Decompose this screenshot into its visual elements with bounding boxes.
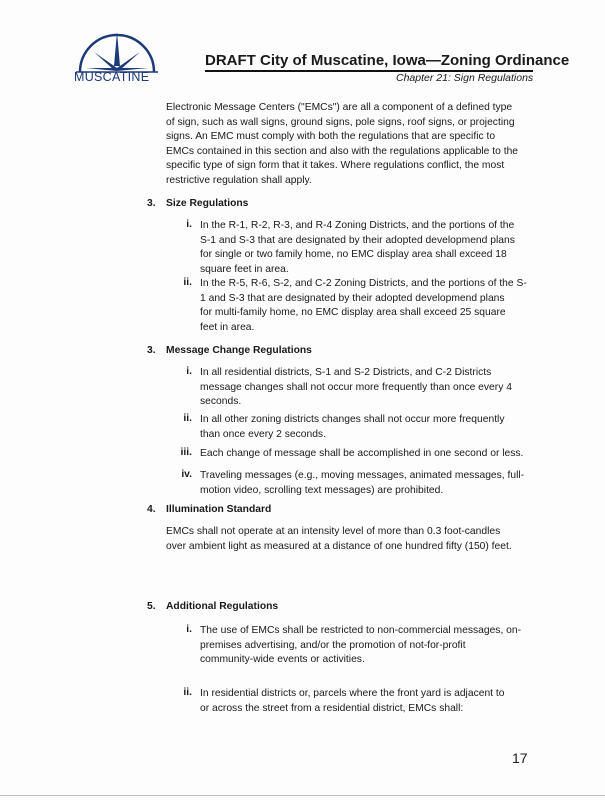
- text-line: In residential districts or, parcels where the front yard is adjacent to: [200, 688, 505, 699]
- text-line: EMCs shall not operate at an intensity level of more than 0.3 foot-candles: [166, 526, 501, 537]
- list-item: [200, 219, 515, 277]
- section-heading: Illumination Standard: [166, 504, 272, 515]
- list-item: [200, 624, 521, 668]
- section-number: 5.: [147, 601, 156, 612]
- roman-numeral: i.: [186, 219, 192, 230]
- roman-numeral: ii.: [183, 413, 192, 424]
- list-item: [200, 366, 512, 410]
- list-item: [200, 687, 504, 716]
- text-line: Electronic Message Centers ("EMCs") are all a component of a defined type: [166, 102, 513, 113]
- roman-numeral: iii.: [180, 447, 192, 458]
- roman-numeral: i.: [186, 624, 192, 635]
- text-line: feet in area.: [200, 321, 255, 333]
- text-line: Each change of message shall be accomplished in one second or less.: [200, 448, 524, 459]
- list-item: [200, 469, 524, 498]
- text-line: community-wide events or activities.: [200, 654, 365, 666]
- section-heading: Additional Regulations: [166, 601, 279, 612]
- section-paragraph: [166, 525, 512, 554]
- section-number: 4.: [147, 504, 156, 515]
- text-line: In the R-5, R-6, S-2, and C-2 Zoning Districts, and the portions of the S-: [200, 278, 527, 289]
- text-line: 1 and S-3 that are designated by their adopted developmend plans: [200, 292, 505, 304]
- section-heading: Size Regulations: [166, 198, 249, 209]
- text-line: square feet in area.: [200, 263, 289, 275]
- document-title: DRAFT City of Muscatine, Iowa—Zoning Ordinance: [205, 52, 570, 69]
- section-number: 3.: [147, 198, 156, 209]
- list-item: [200, 277, 527, 335]
- text-line: EMCs contained in this section and also with the regulations applicable to the: [166, 145, 519, 157]
- list-item: [200, 413, 505, 442]
- logo-text: MUSCATINE: [74, 70, 150, 84]
- text-line: for multi-family home, no EMC display area shall exceed 25 square: [200, 307, 506, 319]
- chapter-subtitle: Chapter 21: Sign Regulations: [396, 72, 534, 84]
- text-line: signs. An EMC must comply with both the regulations that are specific to: [166, 131, 496, 143]
- roman-numeral: ii.: [183, 687, 192, 698]
- intro-paragraph: [166, 101, 518, 189]
- section-heading: Message Change Regulations: [166, 345, 312, 356]
- text-line: In all residential districts, S-1 and S-2 Districts, and C-2 Districts: [200, 367, 492, 378]
- text-line: than once every 2 seconds.: [200, 428, 326, 440]
- roman-numeral: ii.: [183, 277, 192, 288]
- text-line: Traveling messages (e.g., moving messages, animated messages, full-: [200, 470, 525, 481]
- page-edge: [0, 795, 605, 796]
- text-line: In the R-1, R-2, R-3, and R-4 Zoning Districts, and the portions of the: [200, 220, 515, 231]
- text-line: of sign, such as wall signs, ground signs, pole signs, roof signs, or projecting: [166, 116, 515, 128]
- text-line: or across the street from a residential district, EMCs shall:: [200, 702, 464, 714]
- list-item: [200, 447, 523, 462]
- text-line: The use of EMCs shall be restricted to non-commercial messages, on-: [200, 625, 522, 636]
- text-line: S-1 and S-3 that are designated by their adopted developmend plans: [200, 234, 515, 246]
- text-line: for single or two family home, no EMC display area shall exceed 18: [200, 249, 507, 261]
- text-line: over ambient light as measured at a distance of one hundred fifty (150) feet.: [166, 540, 512, 552]
- text-line: restrictive regulation shall apply.: [166, 174, 312, 186]
- page-number: 17: [512, 750, 528, 766]
- text-line: motion video, scrolling text messages) are prohibited.: [200, 484, 444, 496]
- section-number: 3.: [147, 345, 156, 356]
- roman-numeral: i.: [186, 366, 192, 377]
- roman-numeral: iv.: [181, 469, 192, 480]
- text-line: premises advertising, and/or the promotion of not-for-profit: [200, 639, 466, 651]
- text-line: message changes shall not occur more frequently than once every 4: [200, 381, 512, 393]
- text-line: specific type of sign form that it takes. Where regulations conflict, the most: [166, 160, 505, 172]
- text-line: seconds.: [200, 396, 242, 408]
- text-line: In all other zoning districts changes shall not occur more frequently: [200, 414, 505, 425]
